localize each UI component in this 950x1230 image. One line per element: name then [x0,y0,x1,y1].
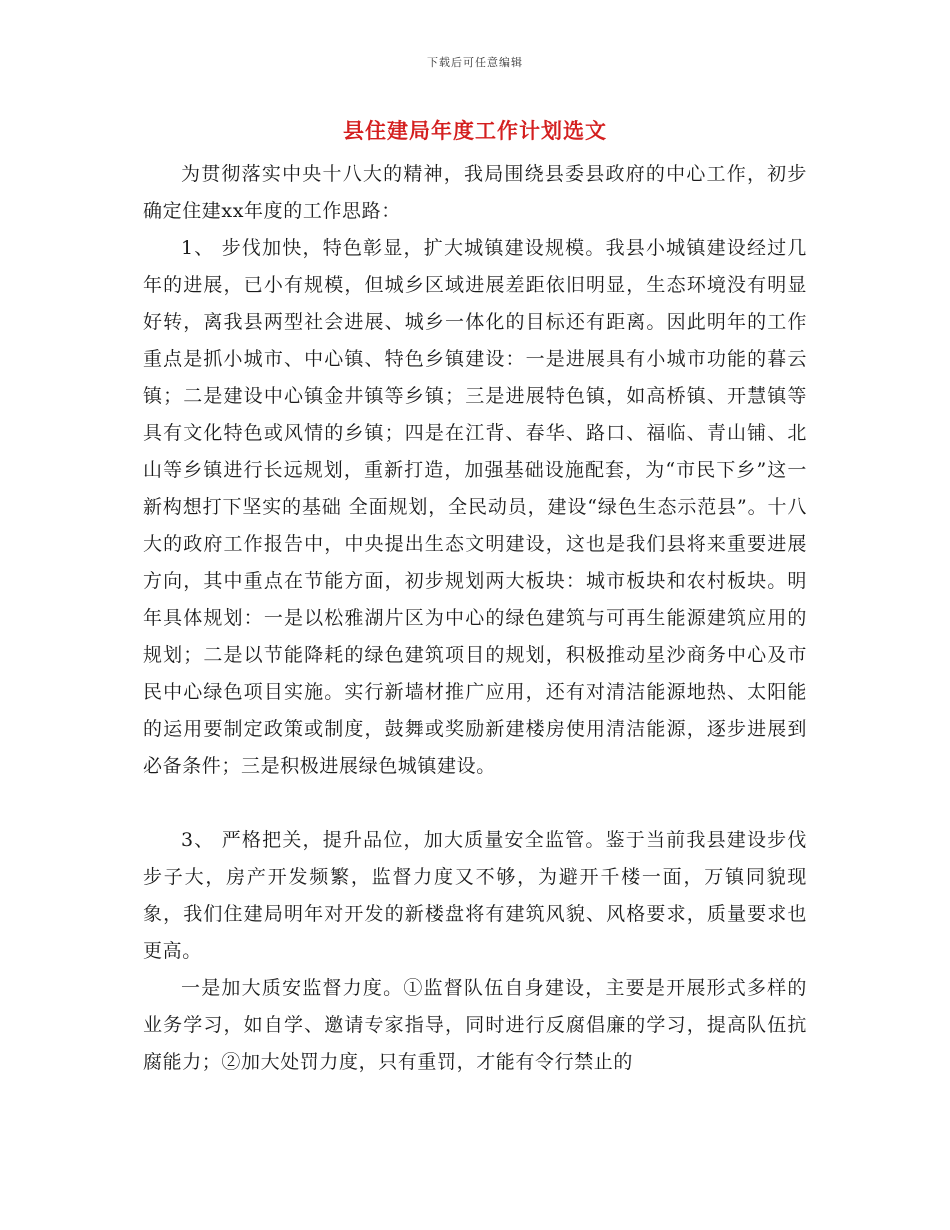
document-body [143,156,807,1081]
page-header-note: 下载后可任意编辑 [427,56,523,69]
paragraph-item-3: 3、 严格把关，提升品位，加大质量安全监管。鉴于当前我县建设步伐步子大，房产开发频繁，监督力度又不够，为避开千楼一面，万镇同貌现象，我们住建局明年对开发的新楼盘将有建筑风貌、风格要求，质量要求也更高。 [143,829,807,962]
paragraph-item-1: 1、 步伐加快，特色彰显，扩大城镇建设规模。我县小城镇建设经过几年的进展，已小有规模，但城乡区域进展差距依旧明显，生态环境没有明显好转，离我县两型社会进展、城乡一体化的目标还有距离。因此明年的工作重点是抓小城市、中心镇、特色乡镇建设：一是进展具有小城市功能的暮云镇；二是建设中心镇金井镇等乡镇；三是进展特色镇，如高桥镇、开慧镇等具有文化特色或风情的乡镇；四是在江背、春华、路口、福临、青山铺、北山等乡镇进行长远规划，重新打造，加强基础设施配套，为“市民下乡”这一新构想打下坚实的基础 全面规划，全民动员，建设“绿色生态示范县”。十八大的政府工作报告中，中央提出生态文明建设，这也是我们县将来重要进展方向，其中重点在节能方面，初步规划两大板块：城市板块和农村板块。明年具体规划：一是以松雅湖片区为中心的绿色建筑与可再生能源建筑应用的规划；二是以节能降耗的绿色建筑项目的规划，积极推动星沙商务中心及市民中心绿色项目实施。实行新墙材推广应用，还有对清洁能源地热、太阳能的运用要制定政策或制度，鼓舞或奖励新建楼房使用清洁能源，逐步进展到必备条件；三是积极进展绿色城镇建设。 [143,237,807,777]
paragraph-intro: 为贯彻落实中央十八大的精神，我局围绕县委县政府的中心工作，初步确定住建xx年度的工作思路： [143,163,807,222]
document-title: 县住建局年度工作计划选文 [343,118,607,143]
paragraph-supervision: 一是加大质安监督力度。①监督队伍自身建设，主要是开展形式多样的业务学习，如自学、邀请专家指导，同时进行反腐倡廉的学习，提高队伍抗腐能力；②加大处罚力度，只有重罚，才能有令行禁止的 [143,977,807,1073]
